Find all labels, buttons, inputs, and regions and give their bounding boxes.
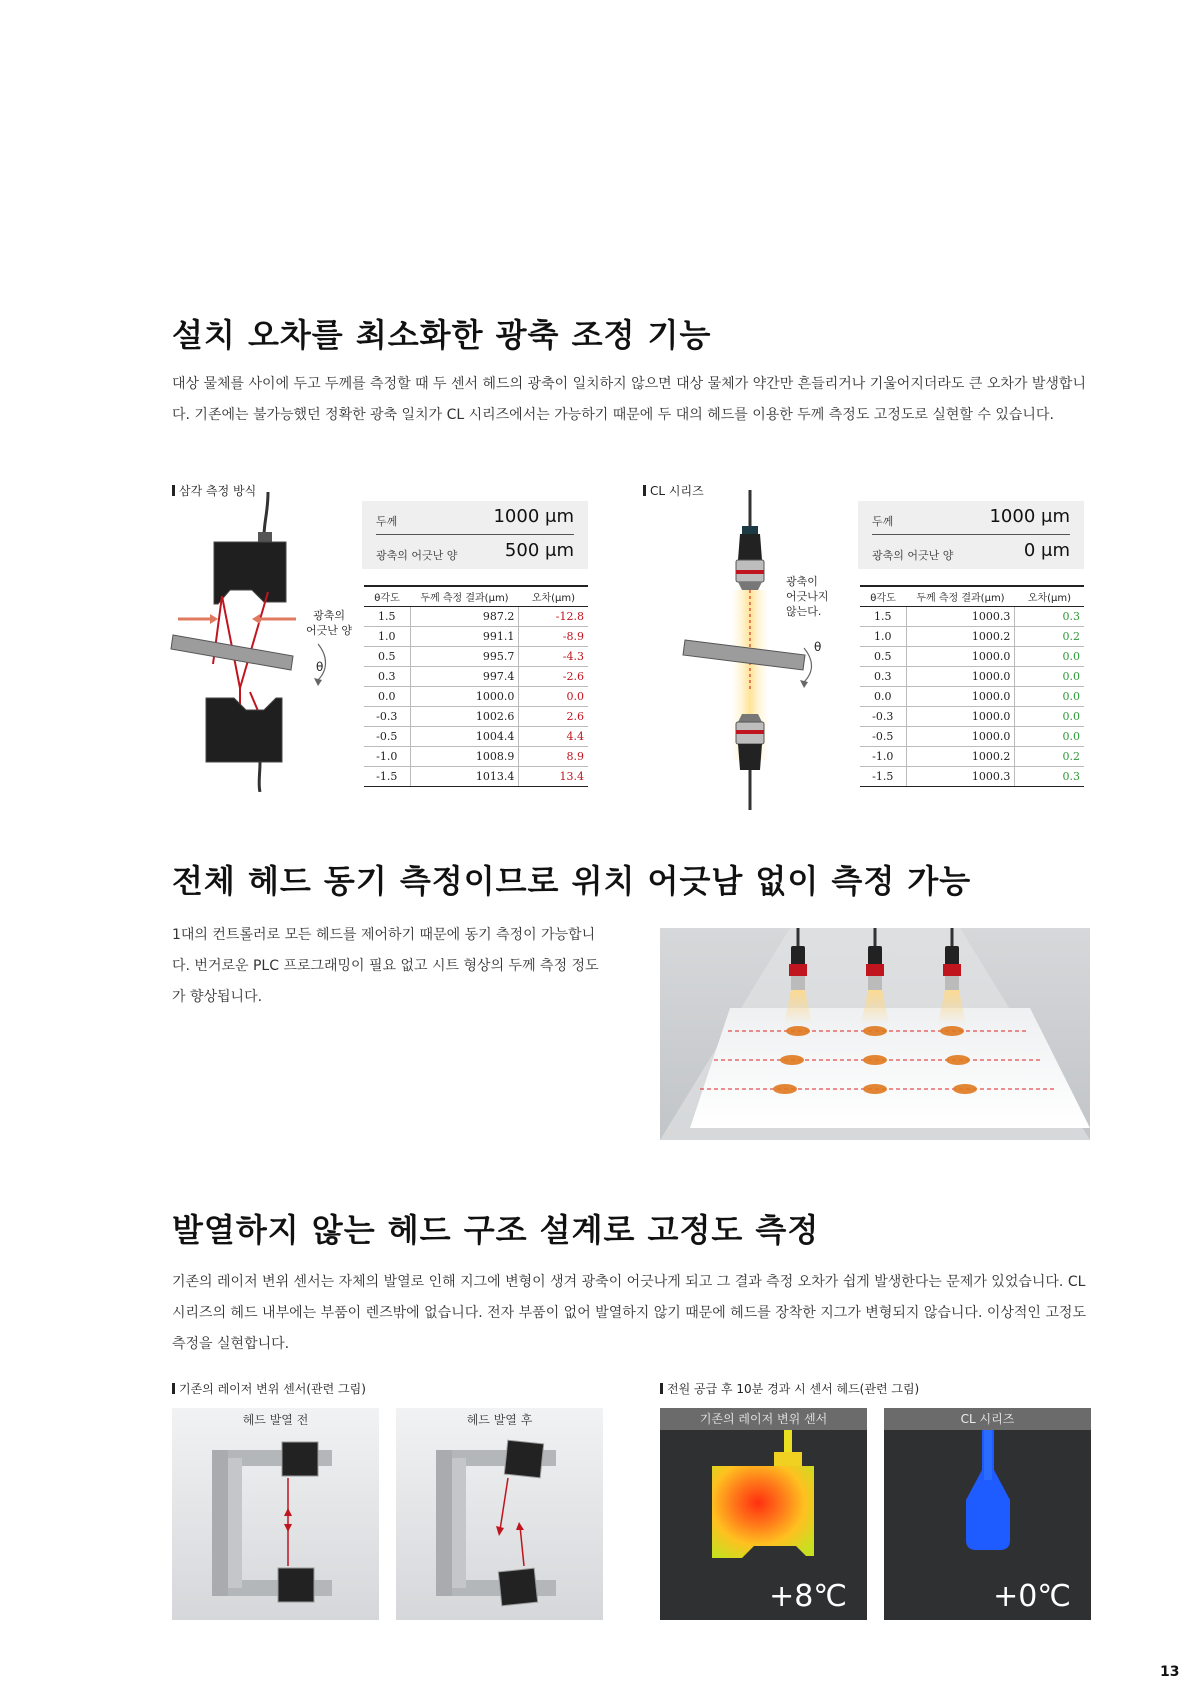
thickness-result-cell: 1000.0	[906, 666, 1015, 686]
error-cell: -12.8	[519, 606, 588, 626]
table-row	[860, 606, 1084, 626]
left-misalign-label: 광축의 어긋난 양	[376, 549, 458, 562]
table-row	[860, 646, 1084, 666]
table-row	[860, 726, 1084, 746]
error-cell: 13.4	[519, 766, 588, 786]
thickness-result-cell: 987.2	[410, 606, 519, 626]
table-row	[860, 766, 1084, 786]
thickness-result-cell: 1008.9	[410, 746, 519, 766]
thermal-right-label: CL 시리즈	[884, 1408, 1091, 1430]
table-row	[364, 746, 588, 766]
triangulation-diagram	[168, 492, 368, 792]
thickness-result-cell: 1000.3	[906, 766, 1015, 786]
panel-after-label: 헤드 발열 후	[466, 1413, 533, 1427]
table-header: 오차(μm)	[519, 586, 588, 606]
panel-before-heating	[172, 1408, 379, 1620]
thickness-result-cell: 1000.0	[906, 726, 1015, 746]
cl-series-diagram	[680, 490, 820, 810]
error-cell: 8.9	[519, 746, 588, 766]
right-theta: θ	[814, 640, 822, 654]
angle-cell: -0.5	[364, 726, 410, 746]
error-cell: 0.0	[1015, 686, 1084, 706]
error-cell: 0.3	[1015, 606, 1084, 626]
angle-cell: 0.0	[860, 686, 906, 706]
left-theta: θ	[316, 660, 324, 674]
right-annotation: 광축이 어긋나지 않는다.	[786, 575, 829, 618]
error-cell: -4.3	[519, 646, 588, 666]
thickness-result-cell: 1000.0	[906, 706, 1015, 726]
section3-caption-left: 기존의 레이저 변위 센서(관련 그림)	[172, 1380, 366, 1397]
table-row	[860, 686, 1084, 706]
right-thickness-label: 두께	[872, 515, 894, 528]
thermal-conventional-panel	[660, 1408, 867, 1620]
left-thickness-label: 두께	[376, 515, 398, 528]
angle-cell: -1.5	[364, 766, 410, 786]
angle-cell: 0.3	[364, 666, 410, 686]
left-caption: 삼각 측정 방식	[172, 482, 256, 499]
table-header: θ각도	[860, 586, 906, 606]
thickness-result-cell: 1004.4	[410, 726, 519, 746]
right-thickness-value: 1000 μm	[989, 506, 1070, 527]
error-cell: 0.0	[1015, 706, 1084, 726]
left-spec-box	[362, 501, 588, 569]
thermal-left-temp: +8℃	[769, 1579, 847, 1614]
sync-measurement-illustration	[660, 928, 1090, 1140]
angle-cell: -0.3	[860, 706, 906, 726]
panel-after-heating	[396, 1408, 603, 1620]
table-row	[860, 666, 1084, 686]
error-cell: 0.0	[519, 686, 588, 706]
table-row	[364, 726, 588, 746]
table-row	[860, 626, 1084, 646]
error-cell: 4.4	[519, 726, 588, 746]
thickness-result-cell: 1000.0	[410, 686, 519, 706]
error-cell: 0.0	[1015, 646, 1084, 666]
right-spec-box	[858, 501, 1084, 569]
right-misalign-value: 0 μm	[1023, 540, 1070, 561]
table-row	[860, 706, 1084, 726]
angle-cell: 1.5	[364, 606, 410, 626]
section3-caption-right: 전원 공급 후 10분 경과 시 센서 헤드(관련 그림)	[660, 1380, 919, 1397]
thickness-result-cell: 995.7	[410, 646, 519, 666]
angle-cell: 1.5	[860, 606, 906, 626]
section2-title: 전체 헤드 동기 측정이므로 위치 어긋남 없이 측정 가능	[172, 862, 972, 900]
thickness-result-cell: 1002.6	[410, 706, 519, 726]
table-row	[364, 706, 588, 726]
table-row	[364, 626, 588, 646]
page-number: 13	[1160, 1664, 1180, 1680]
error-cell: 0.3	[1015, 766, 1084, 786]
table-row	[364, 666, 588, 686]
angle-cell: -0.3	[364, 706, 410, 726]
angle-cell: -0.5	[860, 726, 906, 746]
table-row	[364, 606, 588, 626]
table-header: 두께 측정 결과(μm)	[906, 586, 1015, 606]
table-header: 두께 측정 결과(μm)	[410, 586, 519, 606]
left-misalign-value: 500 μm	[504, 540, 574, 561]
section3-title: 발열하지 않는 헤드 구조 설계로 고정도 측정	[172, 1211, 820, 1249]
angle-cell: 0.5	[364, 646, 410, 666]
table-row	[364, 686, 588, 706]
jig-after-illustration	[396, 1430, 603, 1620]
table-header: θ각도	[364, 586, 410, 606]
error-cell: -8.9	[519, 626, 588, 646]
right-misalign-label: 광축의 어긋난 양	[872, 549, 954, 562]
thickness-result-cell: 1000.0	[906, 646, 1015, 666]
thickness-result-cell: 991.1	[410, 626, 519, 646]
section2-paragraph: 1대의 컨트롤러로 모든 헤드를 제어하기 때문에 동기 측정이 가능합니다. 번거로운 PLC 프로그래밍이 필요 없고 시트 형상의 두께 측정 정도가 향상됩니다.	[172, 927, 599, 1005]
error-cell: 0.0	[1015, 726, 1084, 746]
angle-cell: 1.0	[364, 626, 410, 646]
thickness-result-cell: 1000.3	[906, 606, 1015, 626]
angle-cell: 0.0	[364, 686, 410, 706]
angle-cell: 0.5	[860, 646, 906, 666]
angle-cell: -1.0	[860, 746, 906, 766]
thickness-result-cell: 1000.0	[906, 686, 1015, 706]
error-cell: 0.2	[1015, 746, 1084, 766]
thickness-result-cell: 1013.4	[410, 766, 519, 786]
error-cell: 0.0	[1015, 666, 1084, 686]
thermal-cl-panel	[884, 1408, 1091, 1620]
thickness-result-cell: 1000.2	[906, 746, 1015, 766]
angle-cell: -1.0	[364, 746, 410, 766]
panel-before-label: 헤드 발열 전	[242, 1413, 309, 1427]
table-header: 오차(μm)	[1015, 586, 1084, 606]
left-data-table	[364, 585, 588, 787]
angle-cell: -1.5	[860, 766, 906, 786]
section3-paragraph: 기존의 레이저 변위 센서는 자체의 발열로 인해 지그에 변형이 생겨 광축이 어긋나게 되고 그 결과 측정 오차가 쉽게 발생한다는 문제가 있었습니다. CL 시리즈의 헤드 내부에는 부품이 렌즈밖에 없습니다. 전자 부품이 없어 발열하지 않기 때문에 헤드를 장착한 지그가 변형되지 않습니다. 이상적인 고정도 측정을 실현합니다.	[172, 1274, 1086, 1352]
table-row	[860, 746, 1084, 766]
section1-title: 설치 오차를 최소화한 광축 조정 기능	[172, 316, 712, 354]
right-data-table	[860, 585, 1084, 787]
thickness-result-cell: 997.4	[410, 666, 519, 686]
right-caption: CL 시리즈	[643, 482, 704, 499]
thermal-left-label: 기존의 레이저 변위 센서	[660, 1408, 867, 1430]
thickness-result-cell: 1000.2	[906, 626, 1015, 646]
angle-cell: 0.3	[860, 666, 906, 686]
jig-before-illustration	[172, 1430, 379, 1620]
error-cell: 0.2	[1015, 626, 1084, 646]
error-cell: 2.6	[519, 706, 588, 726]
error-cell: -2.6	[519, 666, 588, 686]
table-row	[364, 646, 588, 666]
table-row	[364, 766, 588, 786]
left-annotation: 광축의 어긋난 양	[306, 609, 353, 637]
thermal-right-temp: +0℃	[993, 1579, 1071, 1614]
angle-cell: 1.0	[860, 626, 906, 646]
section1-paragraph: 대상 물체를 사이에 두고 두께를 측정할 때 두 센서 헤드의 광축이 일치하지 않으면 대상 물체가 약간만 흔들리거나 기울어지더라도 큰 오차가 발생합니다. 기존에는 불가능했던 정확한 광축 일치가 CL 시리즈에서는 가능하기 때문에 두 대의 헤드를 이용한 두께 측정도 고정도로 실현할 수 있습니다.	[172, 376, 1086, 423]
left-thickness-value: 1000 μm	[493, 506, 574, 527]
